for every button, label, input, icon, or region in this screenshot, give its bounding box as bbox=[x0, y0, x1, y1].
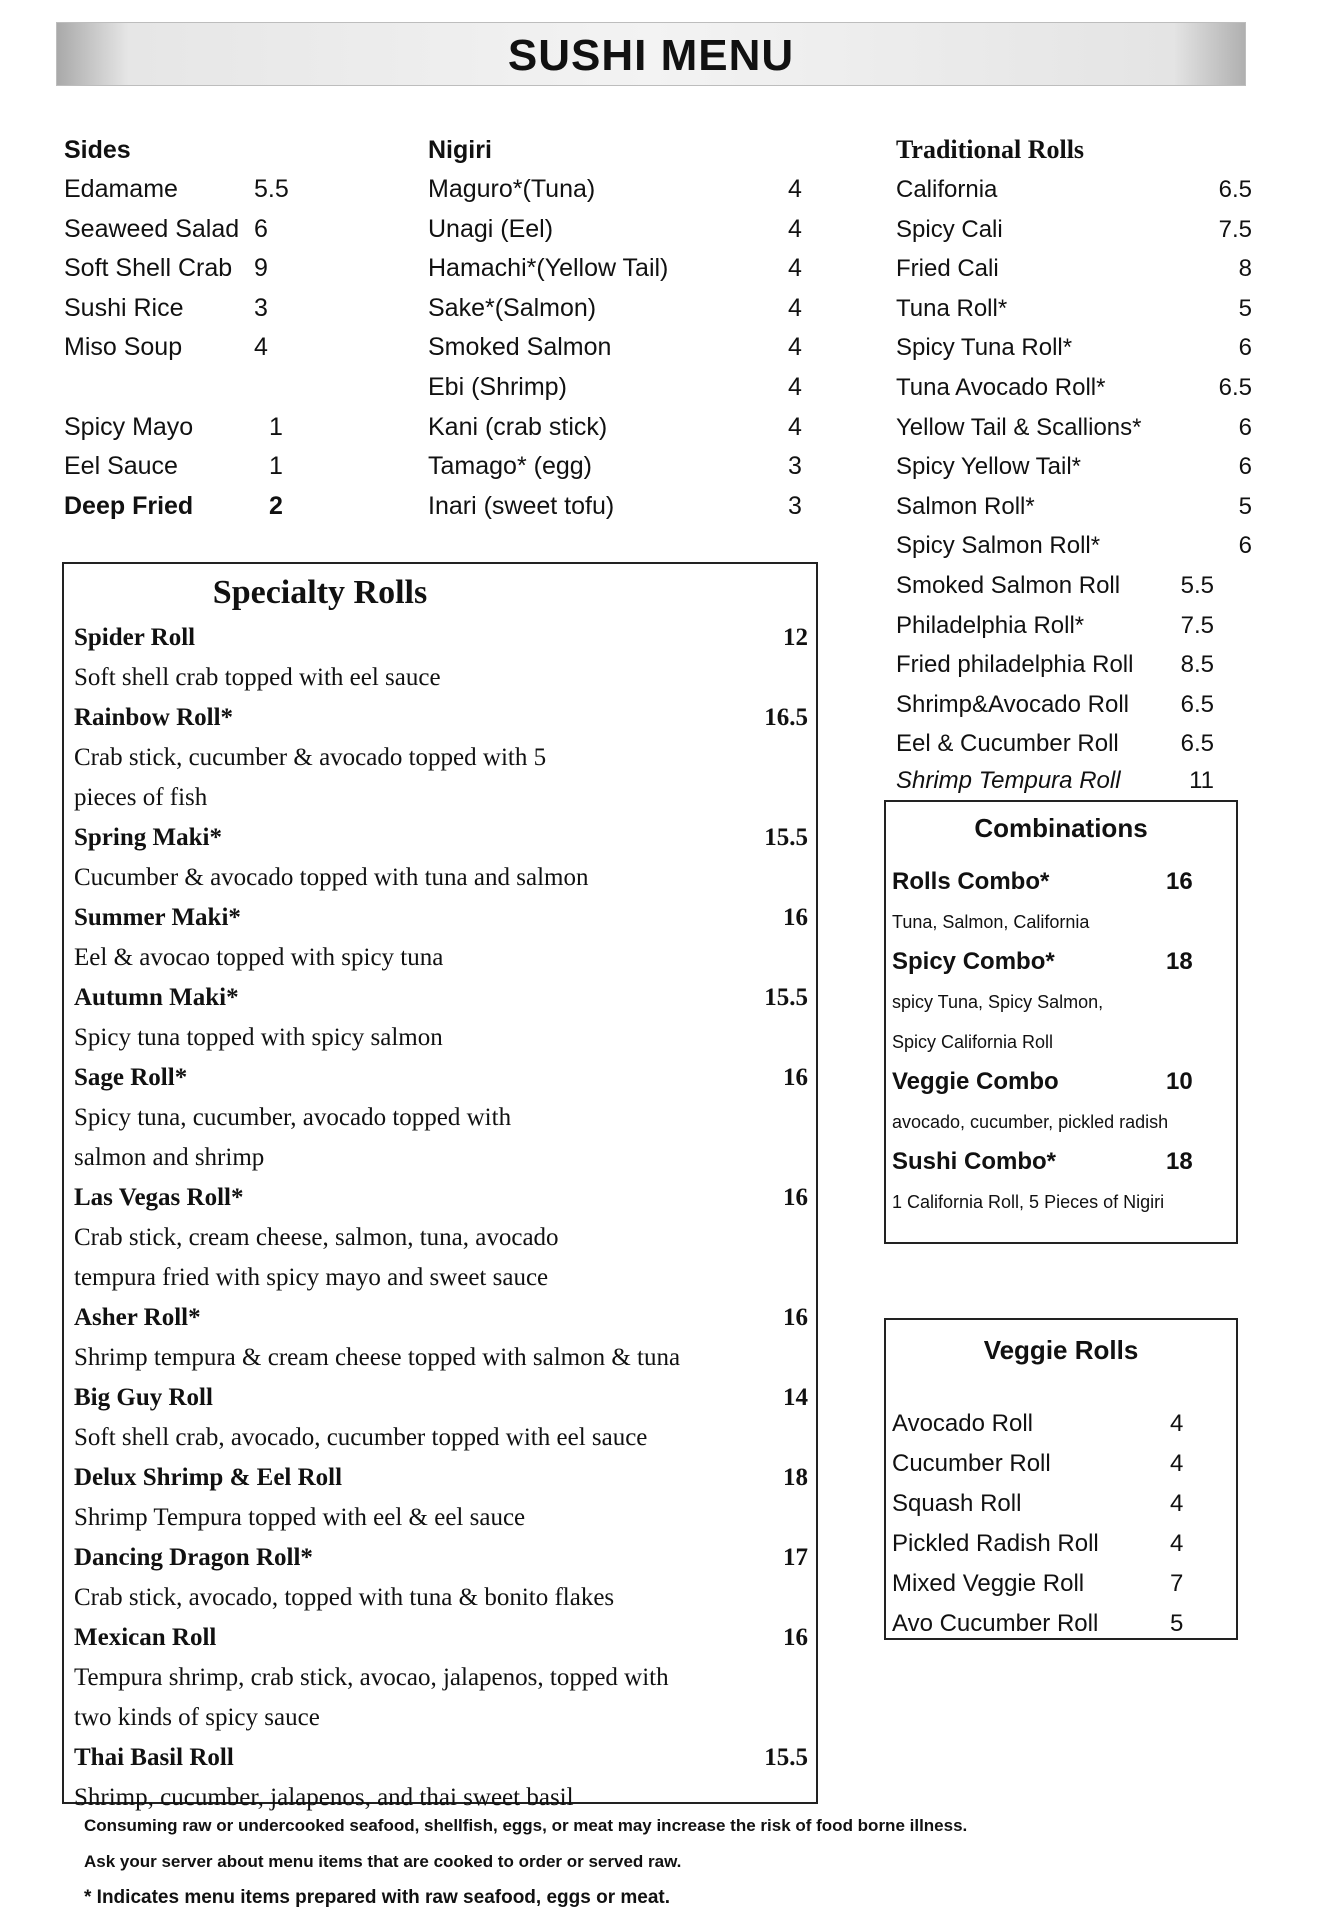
item-name: Sage Roll* bbox=[74, 1064, 188, 1091]
specialty-roll-description: Spicy tuna, cucumber, avocado topped with bbox=[74, 1104, 512, 1131]
item-name: Eel Sauce bbox=[64, 452, 178, 481]
specialty-roll-name bbox=[64, 1178, 816, 1218]
specialty-roll-description: pieces of fish bbox=[74, 784, 208, 811]
item-name: Autumn Maki* bbox=[74, 984, 239, 1011]
item-name: Spicy Yellow Tail* bbox=[896, 453, 1082, 481]
combination-description: 1 California Roll, 5 Pieces of Nigiri bbox=[892, 1192, 1165, 1212]
item-price: 4 bbox=[788, 214, 802, 243]
footer-notes bbox=[84, 1808, 967, 1916]
item-price: 16.5 bbox=[764, 704, 808, 731]
item-name: Rainbow Roll* bbox=[74, 704, 234, 731]
item-name: Smoked Salmon Roll bbox=[896, 571, 1121, 599]
veggie-box bbox=[884, 1318, 1238, 1640]
traditional-roll-item bbox=[896, 487, 1256, 527]
veggie-roll-item bbox=[886, 1604, 1236, 1644]
item-name: Hamachi*(Yellow Tail) bbox=[428, 254, 669, 283]
traditional-roll-item bbox=[896, 408, 1256, 448]
sides-item bbox=[64, 210, 364, 250]
item-name: Miso Soup bbox=[64, 333, 183, 362]
item-price: 6 bbox=[1238, 532, 1252, 560]
item-price: 8.5 bbox=[1180, 651, 1214, 679]
item-name: Avo Cucumber Roll bbox=[892, 1610, 1099, 1637]
item-price: 11 bbox=[1189, 766, 1214, 794]
traditional-roll-item bbox=[896, 249, 1256, 289]
item-price: 4 bbox=[1170, 1490, 1184, 1517]
item-price: 4 bbox=[788, 372, 802, 401]
specialty-roll-description: two kinds of spicy sauce bbox=[74, 1704, 320, 1731]
item-name: Asher Roll* bbox=[74, 1304, 201, 1331]
specialty-roll-description: Soft shell crab, avocado, cucumber topped with eel sauce bbox=[74, 1424, 648, 1451]
specialty-roll-description: Soft shell crab topped with eel sauce bbox=[74, 664, 441, 691]
item-price: 1 bbox=[269, 412, 283, 441]
footer-note: Ask your server about menu items that are cooked to order or served raw. bbox=[84, 1852, 682, 1871]
item-price: 4 bbox=[788, 293, 802, 322]
item-price: 7 bbox=[1170, 1570, 1184, 1597]
traditional-roll-item bbox=[896, 210, 1256, 250]
traditional-roll-item bbox=[896, 170, 1256, 210]
specialty-roll-name bbox=[64, 1298, 816, 1338]
item-name: California bbox=[896, 176, 998, 203]
item-price: 16 bbox=[783, 1184, 808, 1211]
veggie-roll-item bbox=[886, 1484, 1236, 1524]
item-name: Dancing Dragon Roll* bbox=[74, 1544, 313, 1571]
nigiri-item bbox=[428, 368, 818, 408]
combination-description: Spicy California Roll bbox=[892, 1032, 1054, 1052]
item-name: Spicy Combo* bbox=[892, 948, 1055, 975]
item-price: 16 bbox=[783, 1624, 808, 1651]
item-price: 4 bbox=[254, 333, 268, 362]
item-price: 7.5 bbox=[1180, 611, 1214, 639]
item-name: Soft Shell Crab bbox=[64, 254, 233, 283]
item-price: 3 bbox=[254, 293, 268, 322]
item-price: 6 bbox=[1238, 453, 1252, 481]
veggie-roll-item bbox=[886, 1564, 1236, 1604]
veggie-roll-item bbox=[886, 1524, 1236, 1564]
item-name: Smoked Salmon bbox=[428, 333, 612, 362]
item-name: Delux Shrimp & Eel Roll bbox=[74, 1464, 343, 1491]
combination-name bbox=[886, 942, 1236, 982]
item-price: 6 bbox=[254, 214, 268, 243]
sides-item bbox=[64, 249, 364, 289]
item-price: 5 bbox=[1170, 1610, 1184, 1637]
item-name: Philadelphia Roll* bbox=[896, 611, 1085, 639]
specialty-roll-description: salmon and shrimp bbox=[74, 1144, 265, 1171]
item-price: 4 bbox=[1170, 1450, 1184, 1477]
item-name: Cucumber Roll bbox=[892, 1450, 1051, 1477]
nigiri-item bbox=[428, 210, 818, 250]
item-name: Sushi Combo* bbox=[892, 1148, 1057, 1175]
item-price: 4 bbox=[788, 412, 802, 441]
traditional-roll-item bbox=[896, 289, 1256, 329]
nigiri-item bbox=[428, 170, 818, 210]
specialty-roll-description: Spicy tuna topped with spicy salmon bbox=[74, 1024, 443, 1051]
veggie-roll-item bbox=[886, 1404, 1236, 1444]
specialty-roll-description: Shrimp, cucumber, jalapenos, and thai sweet basil bbox=[74, 1784, 574, 1811]
item-name: Ebi (Shrimp) bbox=[428, 372, 567, 401]
title-banner bbox=[56, 22, 1246, 86]
item-name: Unagi (Eel) bbox=[428, 214, 554, 243]
item-name: Tamago* (egg) bbox=[428, 452, 592, 481]
traditional-roll-item bbox=[896, 566, 1256, 606]
page-title: SUSHI MENU bbox=[507, 31, 795, 80]
traditional-roll-item bbox=[896, 447, 1256, 487]
item-price: 16 bbox=[1166, 868, 1193, 895]
traditional-roll-item bbox=[896, 764, 1256, 798]
item-price: 14 bbox=[783, 1384, 808, 1411]
traditional-section bbox=[896, 130, 1256, 798]
item-price: 18 bbox=[1166, 1148, 1193, 1175]
nigiri-heading: Nigiri bbox=[428, 136, 492, 164]
specialty-roll-name bbox=[64, 818, 816, 858]
item-price: 6.5 bbox=[1180, 690, 1214, 718]
specialty-box bbox=[62, 562, 818, 1811]
item-price: 17 bbox=[783, 1544, 808, 1571]
item-name: Veggie Combo bbox=[892, 1068, 1059, 1095]
item-name: Shrimp&Avocado Roll bbox=[896, 690, 1130, 718]
item-name: Deep Fried bbox=[64, 491, 194, 520]
item-name: Eel & Cucumber Roll bbox=[896, 730, 1119, 758]
traditional-roll-item bbox=[896, 606, 1256, 646]
specialty-roll-description: Crab stick, avocado, topped with tuna & bonito flakes bbox=[74, 1584, 615, 1611]
nigiri-item bbox=[428, 289, 818, 329]
item-price: 4 bbox=[1170, 1530, 1184, 1557]
item-name: Las Vegas Roll* bbox=[74, 1184, 244, 1211]
item-price: 4 bbox=[1170, 1410, 1184, 1437]
item-name: Squash Roll bbox=[892, 1490, 1022, 1517]
specialty-roll-name bbox=[64, 1538, 816, 1578]
specialty-roll-name bbox=[64, 978, 816, 1018]
item-name: Spring Maki* bbox=[74, 824, 222, 851]
item-price: 7.5 bbox=[1218, 215, 1252, 243]
item-price: 4 bbox=[788, 175, 802, 203]
veggie-heading: Veggie Rolls bbox=[983, 1335, 1139, 1365]
sides-extra-item bbox=[64, 487, 364, 527]
specialty-roll-description: Shrimp tempura & cream cheese topped with salmon & tuna bbox=[74, 1344, 681, 1371]
specialty-roll-description: Eel & avocao topped with spicy tuna bbox=[74, 944, 444, 971]
item-name: Spider Roll bbox=[74, 624, 196, 651]
item-name: Spicy Tuna Roll* bbox=[896, 334, 1073, 362]
combination-name bbox=[886, 862, 1236, 902]
specialty-roll-name bbox=[64, 618, 816, 658]
combinations-heading: Combinations bbox=[974, 813, 1148, 843]
specialty-roll-description: tempura fried with spicy mayo and sweet sauce bbox=[74, 1264, 549, 1291]
item-price: 15.5 bbox=[764, 1744, 808, 1771]
traditional-roll-item bbox=[896, 724, 1256, 764]
sides-item bbox=[64, 328, 364, 368]
item-price: 4 bbox=[788, 333, 802, 362]
item-price: 5.5 bbox=[254, 175, 289, 203]
item-name: Sake*(Salmon) bbox=[428, 293, 597, 322]
specialty-roll-name bbox=[64, 1058, 816, 1098]
item-price: 15.5 bbox=[764, 824, 808, 851]
combination-name bbox=[886, 1142, 1236, 1182]
item-name: Yellow Tail & Scallions* bbox=[896, 413, 1142, 441]
nigiri-item bbox=[428, 408, 818, 448]
item-name: Spicy Salmon Roll* bbox=[896, 532, 1101, 560]
specialty-roll-name bbox=[64, 1378, 816, 1418]
sides-extra-item bbox=[64, 447, 364, 487]
item-name: Inari (sweet tofu) bbox=[428, 491, 615, 520]
traditional-roll-item bbox=[896, 685, 1256, 725]
specialty-heading: Specialty Rolls bbox=[212, 574, 428, 611]
item-price: 4 bbox=[788, 254, 802, 283]
specialty-roll-name bbox=[64, 698, 816, 738]
item-name: Sushi Rice bbox=[64, 293, 184, 322]
nigiri-item bbox=[428, 249, 818, 289]
item-name: Rolls Combo* bbox=[892, 868, 1050, 895]
item-name: Kani (crab stick) bbox=[428, 412, 608, 441]
traditional-roll-item bbox=[896, 645, 1256, 685]
nigiri-item bbox=[428, 487, 818, 527]
specialty-roll-description: Cucumber & avocado topped with tuna and salmon bbox=[74, 864, 589, 891]
item-name: Fried philadelphia Roll bbox=[896, 651, 1134, 679]
combination-description: avocado, cucumber, pickled radish bbox=[892, 1112, 1169, 1132]
item-name: Avocado Roll bbox=[892, 1410, 1033, 1437]
nigiri-item bbox=[428, 447, 818, 487]
specialty-roll-name bbox=[64, 1618, 816, 1658]
item-price: 5 bbox=[1238, 492, 1252, 520]
item-name: Shrimp Tempura Roll bbox=[896, 766, 1121, 794]
traditional-roll-item bbox=[896, 328, 1256, 368]
specialty-roll-description: Shrimp Tempura topped with eel & eel sauce bbox=[74, 1504, 526, 1531]
item-price: 8 bbox=[1238, 255, 1252, 283]
item-name: Thai Basil Roll bbox=[74, 1744, 234, 1771]
specialty-roll-name bbox=[64, 1458, 816, 1498]
footer-note: Consuming raw or undercooked seafood, shellfish, eggs, or meat may increase the risk of food borne illness. bbox=[84, 1816, 968, 1835]
item-price: 16 bbox=[783, 1304, 808, 1331]
item-name: Fried Cali bbox=[896, 255, 999, 283]
item-price: 9 bbox=[254, 254, 268, 283]
item-price: 16 bbox=[783, 904, 808, 931]
veggie-roll-item bbox=[886, 1444, 1236, 1484]
footer-note: * Indicates menu items prepared with raw seafood, eggs or meat. bbox=[84, 1887, 670, 1908]
combination-description: spicy Tuna, Spicy Salmon, bbox=[892, 992, 1104, 1012]
combination-name bbox=[886, 1062, 1236, 1102]
item-name: Mixed Veggie Roll bbox=[892, 1570, 1085, 1597]
item-price: 2 bbox=[269, 491, 283, 520]
item-price: 6.5 bbox=[1180, 730, 1214, 758]
item-name: Spicy Cali bbox=[896, 215, 1003, 243]
item-name: Pickled Radish Roll bbox=[892, 1530, 1099, 1557]
item-price: 6 bbox=[1238, 413, 1252, 441]
item-price: 18 bbox=[1166, 948, 1193, 975]
item-name: Salmon Roll* bbox=[896, 492, 1035, 520]
sides-item bbox=[64, 170, 364, 210]
item-price: 3 bbox=[788, 491, 802, 520]
item-price: 5.5 bbox=[1180, 571, 1214, 599]
item-price: 16 bbox=[783, 1064, 808, 1091]
specialty-roll-description: Tempura shrimp, crab stick, avocao, jalapenos, topped with bbox=[74, 1664, 669, 1691]
item-price: 6.5 bbox=[1218, 176, 1252, 203]
traditional-roll-item bbox=[896, 368, 1256, 408]
item-price: 1 bbox=[269, 452, 283, 481]
specialty-roll-name bbox=[64, 898, 816, 938]
item-name: Seaweed Salad bbox=[64, 214, 240, 243]
specialty-roll-description: Crab stick, cucumber & avocado topped with 5 bbox=[74, 744, 547, 771]
traditional-heading: Traditional Rolls bbox=[896, 135, 1085, 164]
item-price: 15.5 bbox=[764, 984, 808, 1011]
item-price: 6.5 bbox=[1218, 373, 1252, 401]
item-price: 10 bbox=[1166, 1068, 1193, 1095]
sides-item bbox=[64, 289, 364, 329]
specialty-roll-name bbox=[64, 1738, 816, 1778]
item-name: Mexican Roll bbox=[74, 1624, 217, 1651]
item-name: Big Guy Roll bbox=[74, 1384, 213, 1411]
item-price: 18 bbox=[783, 1464, 808, 1491]
item-price: 12 bbox=[783, 624, 808, 651]
sides-extra-item bbox=[64, 408, 364, 448]
item-name: Edamame bbox=[64, 175, 178, 203]
item-price: 6 bbox=[1238, 334, 1252, 362]
item-name: Spicy Mayo bbox=[64, 412, 194, 441]
traditional-roll-item bbox=[896, 526, 1256, 566]
item-name: Tuna Roll* bbox=[896, 294, 1008, 322]
specialty-roll-description: Crab stick, cream cheese, salmon, tuna, avocado bbox=[74, 1224, 559, 1251]
item-name: Maguro*(Tuna) bbox=[428, 175, 596, 203]
item-price: 5 bbox=[1238, 294, 1252, 322]
item-name: Tuna Avocado Roll* bbox=[896, 373, 1106, 401]
item-price: 3 bbox=[788, 452, 802, 481]
nigiri-section bbox=[428, 130, 818, 526]
combinations-box bbox=[884, 800, 1238, 1244]
nigiri-item bbox=[428, 328, 818, 368]
sides-heading: Sides bbox=[64, 136, 131, 164]
combination-description: Tuna, Salmon, California bbox=[892, 912, 1090, 932]
item-name: Summer Maki* bbox=[74, 904, 241, 931]
sides-section bbox=[64, 130, 364, 526]
